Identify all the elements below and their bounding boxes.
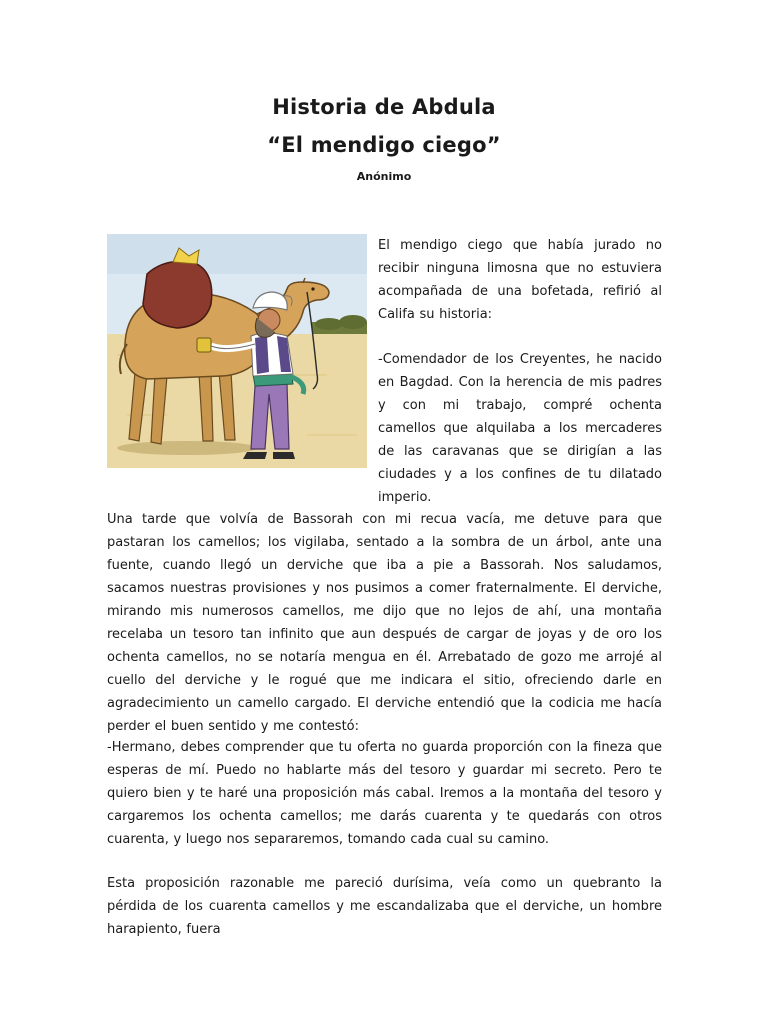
document-subtitle: “El mendigo ciego” (267, 133, 501, 157)
paragraph: Una tarde que volvía de Bassorah con mi recua vacía, me detuve para que pastaran los camellos; los vigilaba, sentado a la sombra de un árbol, ante una fuente, cuando llegó un derviche que iba a pie a Bassorah. Nos saludamos, sacamos nuestras provisiones y nos pusimos a comer fraternalmente. El derviche, mirando mis numerosos camellos, me dijo que no lejos de ahí, una montaña recelaba un tesoro tan infinito que aun después de cargar de joyas y de oro los ochenta camellos, no se notaría mengua en él. Arrebatado de gozo me arrojé al cuello del derviche y le rogué que me indicara el sitio, ofreciendo darle en agradecimiento un camello cargado. El derviche entendió que la codicia me hacía perder el buen sentido y me contestó: (107, 512, 662, 734)
paragraph: -Hermano, debes comprender que tu oferta no guarda proporción con la fineza que esperas de mí. Puedo no hablarte más del tesoro y guardar mi secreto. Pero te quiero bien y te haré una proposición más cabal. Iremos a la montaña del tesoro y cargaremos los ochenta camellos; me darás cuarenta y te quedarás con otros cuarenta, y luego nos separaremos, tomando cada cual su camino. (107, 740, 662, 847)
camel-beggar-illustration (107, 234, 367, 468)
paragraph: -Comendador de los Creyentes, he nacido en Bagdad. Con la herencia de mis padres y con mi trabajo, compré ochenta camellos que alquilaba a los mercaderes de las caravanas que se dirigían a las ciudades y a los confines de tu dilatado imperio. (378, 352, 662, 505)
paragraph: Esta proposición razonable me pareció durísima, veía como un quebranto la pérdida de los cuarenta camellos y me escandalizaba que el derviche, un hombre harapiento, fuera (107, 876, 662, 937)
paragraph: El mendigo ciego que había jurado no recibir ninguna limosna que no estuviera acompañada de una bofetada, refirió al Califa su historia: (378, 238, 662, 322)
author-name: Anónimo (356, 170, 412, 183)
document-title: Historia de Abdula (272, 95, 496, 119)
